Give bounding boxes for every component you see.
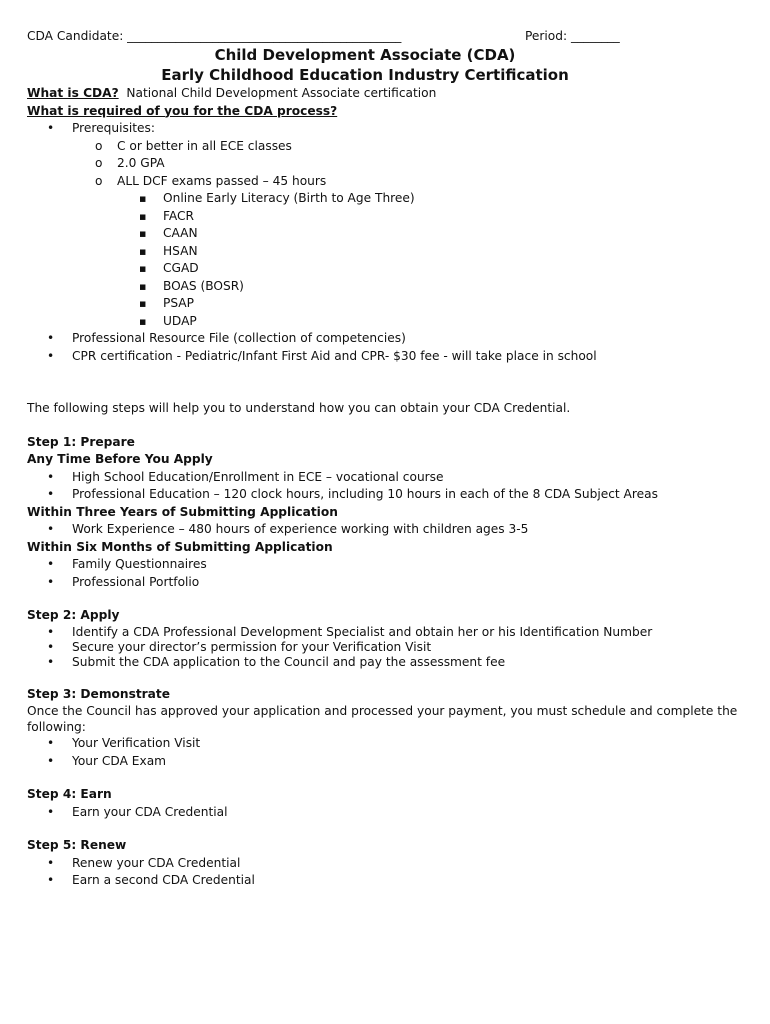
list-item: • Professional Portfolio [27,574,747,592]
list-item: • Work Experience – 480 hours of experience working with children ages 3-5 [27,521,747,539]
step5-list [27,855,747,890]
exam-item: ▪ PSAP [27,295,747,313]
step4-title: Step 4: Earn [27,787,112,801]
step1-list-1 [27,469,747,504]
step1-subheading: Any Time Before You Apply [27,452,213,466]
step4-list [27,804,747,822]
list-item: • High School Education/Enrollment in ECE – vocational course [27,469,747,487]
list-item: • Your CDA Exam [27,753,747,771]
required-heading: What is required of you for the CDA process? [27,103,338,118]
exam-item: ▪ BOAS (BOSR) [27,278,747,296]
exam-item: ▪ Online Early Literacy (Birth to Age Three) [27,190,747,208]
step1-list-2 [27,521,747,539]
header-line [27,27,747,45]
step1-list-3 [27,556,747,591]
list-item: • Your Verification Visit [27,735,747,753]
exam-item: ▪ FACR [27,208,747,226]
step3-text: Once the Council has approved your application and processed your payment, you must schedule and complete the following: [27,704,738,734]
step1-title: Step 1: Prepare [27,434,135,449]
prereq-sub-item: o 2.0 GPA [27,155,747,173]
list-item: • Renew your CDA Credential [27,855,747,873]
prereq-item: • Prerequisites: [27,120,747,138]
list-item: • Professional Education – 120 clock hours, including 10 hours in each of the 8 CDA Subject Areas [27,486,747,504]
what-is-cda-answer: National Child Development Associate certification [126,86,437,100]
requirement-item: • CPR certification - Pediatric/Infant First Aid and CPR- $30 fee - will take place in school [27,348,747,366]
list-item: • Identify a CDA Professional Development Specialist and obtain her or his Identification Number [27,625,747,640]
exam-item: ▪ CGAD [27,260,747,278]
step2-title: Step 2: Apply [27,608,120,622]
step3-list [27,735,747,770]
exam-item: ▪ HSAN [27,243,747,261]
step1-subheading: Within Three Years of Submitting Application [27,504,338,519]
requirement-item: • Professional Resource File (collection of competencies) [27,330,747,348]
requirements-list [27,120,747,365]
candidate-field: CDA Candidate: _____________________________________________ [27,29,402,43]
prereq-sub-item: o ALL DCF exams passed – 45 hours [27,173,747,191]
list-item: • Submit the CDA application to the Council and pay the assessment fee [27,655,747,670]
list-item: • Secure your director’s permission for your Verification Visit [27,640,747,655]
exam-item: ▪ UDAP [27,313,747,331]
list-item: • Earn a second CDA Credential [27,872,747,890]
list-item: • Earn your CDA Credential [27,804,747,822]
list-item: • Family Questionnaires [27,556,747,574]
step2-list [27,625,747,670]
what-is-cda [27,85,747,103]
document-page [27,27,747,890]
step3-title: Step 3: Demonstrate [27,686,170,701]
what-is-cda-question: What is CDA? [27,86,119,100]
intro-text: The following steps will help you to understand how you can obtain your CDA Credential. [27,401,571,415]
title-line-2: Early Childhood Education Industry Certification [161,66,569,84]
period-field: Period: ________ [525,29,620,43]
title-line-1: Child Development Associate (CDA) [214,46,516,64]
exam-item: ▪ CAAN [27,225,747,243]
step5-title: Step 5: Renew [27,838,127,852]
step1-subheading: Within Six Months of Submitting Application [27,539,333,554]
prereq-sub-item: o C or better in all ECE classes [27,138,747,156]
